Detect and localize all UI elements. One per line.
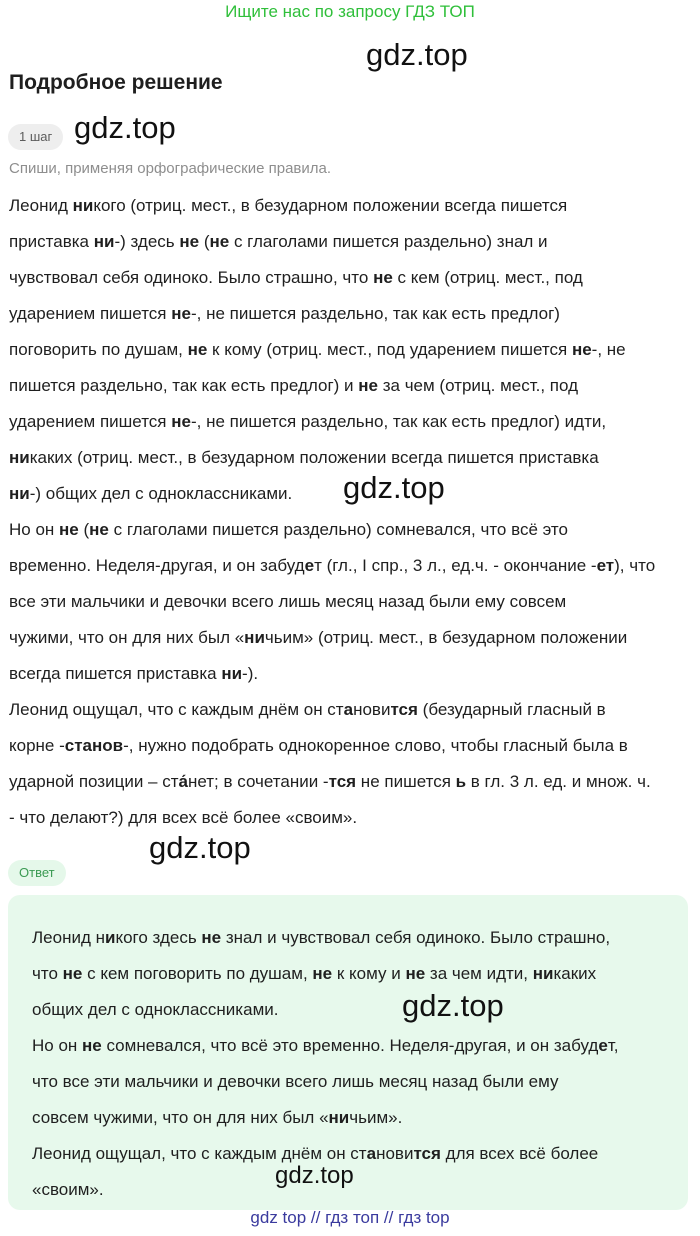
text-line [9,734,628,758]
text-segment: корне - [9,736,65,755]
text-segment: Леонид ощущал, что с каждым днём он ст [32,1144,367,1163]
text-segment: приставка [9,232,94,251]
text-segment: всегда пишется приставка [9,664,222,683]
text-segment: знал и чувствовал себя одиноко. Было страшно, [221,928,611,947]
watermark: gdz.top [149,830,251,865]
highlighted-spelling: не [571,340,592,359]
text-segment: все эти мальчики и девочки всего лишь месяц назад были ему совсем [9,592,567,611]
text-segment: - что делают?) для всех всё более «своим». [9,808,358,827]
text-segment: т, [607,1036,619,1055]
text-segment: ), что [614,556,656,575]
text-segment: -) общих дел с одноклассниками. [29,484,293,503]
text-segment: поговорить по душам, [9,340,188,359]
text-segment: что [32,964,63,983]
highlighted-spelling: ет [596,556,615,575]
text-line [9,626,627,650]
text-segment: каких (отриц. мест., в безударном положении всегда пишется приставка [29,448,599,467]
text-segment: к кому и [332,964,406,983]
text-line [9,266,583,290]
text-segment: с глаголами пишется раздельно) знал и [229,232,548,251]
solution-text [9,192,693,842]
watermark: gdz.top [343,470,445,505]
footer-links[interactable]: gdz top // гдз топ // гдз top [250,1208,450,1227]
highlighted-spelling: не [171,412,191,431]
highlighted-spelling: тся [390,700,418,719]
highlighted-spelling: а [366,1144,377,1163]
highlighted-spelling: не [82,1036,102,1055]
text-line [32,1034,618,1058]
highlighted-spelling: ни [93,232,115,251]
text-segment: нови [376,1144,414,1163]
text-segment: сомневался, что всё это временно. Неделя-другая, и он забуд [101,1036,599,1055]
highlighted-spelling: тся [328,772,357,791]
text-segment: «своим». [32,1180,104,1199]
text-segment: нови [353,700,391,719]
highlighted-spelling: не [201,928,222,947]
highlighted-spelling: ни [244,628,265,647]
text-line [32,998,278,1022]
text-segment: каких [553,964,597,983]
text-segment: -, не пишется раздельно, так как есть предлог) [190,304,560,323]
text-line [9,662,258,686]
watermark: gdz.top [402,988,504,1023]
text-segment: Леонид [9,196,73,215]
text-segment: совсем чужими, что он для них был « [32,1108,329,1127]
page-title: Подробное решение [9,71,223,94]
text-line [9,590,566,614]
highlighted-spelling: е [304,556,315,575]
text-segment: т (гл., I спр., 3 л., ед.ч. - окончание - [314,556,597,575]
highlighted-spelling: не [373,268,393,287]
text-segment: ( [78,520,90,539]
highlighted-spelling: не [179,232,200,251]
text-segment: чужими, что он для них был « [9,628,245,647]
text-segment: -) здесь [114,232,180,251]
highlighted-spelling: ь [455,772,467,791]
text-line [32,962,596,986]
highlighted-spelling: тся [413,1144,441,1163]
text-segment: кого (отриц. мест., в безударном положении всегда пишется [93,196,568,215]
text-line [9,446,599,470]
text-segment: в гл. 3 л. ед. и множ. ч. [466,772,651,791]
highlighted-spelling: а [343,700,354,719]
text-segment: Но он [32,1036,83,1055]
text-line [9,410,606,434]
text-segment: ударением пишется [9,304,172,323]
text-line [9,338,626,362]
text-line [9,698,606,722]
text-segment: -, нужно подобрать однокоренное слово, чтобы гласный была в [123,736,628,755]
text-segment: ударной позиции – ст [9,772,179,791]
highlighted-spelling: ни [221,664,243,683]
highlighted-spelling: не [187,340,208,359]
text-segment: для всех всё более [440,1144,599,1163]
text-segment: общих дел с одноклассниками. [32,1000,279,1019]
text-segment: (безударный гласный в [417,700,606,719]
text-segment: чьим» (отриц. мест., в безударном положении [264,628,628,647]
highlighted-spelling: а́ [178,772,188,791]
text-line [9,302,560,326]
text-segment: за чем (отриц. мест., под [378,376,578,395]
text-line [9,770,651,794]
answer-badge: Ответ [8,860,66,886]
highlighted-spelling: ни [9,448,30,467]
text-segment: за чем идти, [425,964,533,983]
highlighted-spelling: не [312,964,333,983]
text-segment: чувствовал себя одиноко. Было страшно, что [9,268,374,287]
text-line [9,518,568,542]
text-segment: Но он [9,520,60,539]
text-segment: чьим». [349,1108,403,1127]
text-segment: -). [242,664,259,683]
text-line [9,554,655,578]
highlighted-spelling: ни [532,964,554,983]
step-badge: 1 шаг [8,124,63,150]
text-line [9,230,548,254]
text-line [32,1178,104,1202]
text-line [9,806,357,830]
text-line [32,1070,559,1094]
task-instruction: Спиши, применяя орфографические правила. [9,160,332,177]
text-segment: пишется раздельно, так как есть предлог) и [9,376,359,395]
highlighted-spelling: ни [72,196,94,215]
text-line [9,482,292,506]
highlighted-spelling: ни [328,1108,350,1127]
text-segment: Леонид н [32,928,105,947]
text-segment: ударением пишется [9,412,172,431]
top-banner[interactable]: Ищите нас по запросу ГДЗ ТОП [225,2,475,21]
text-segment: с кем поговорить по душам, [82,964,313,983]
text-segment: что все эти мальчики и девочки всего лишь месяц назад были ему [32,1072,559,1091]
text-segment: -, не [591,340,626,359]
text-line [32,1106,402,1130]
text-segment: временно. Неделя-другая, и он забуд [9,556,305,575]
highlighted-spelling: не [171,304,191,323]
text-segment: не пишется [356,772,456,791]
watermark: gdz.top [275,1162,354,1189]
highlighted-spelling: не [62,964,83,983]
highlighted-spelling: не [358,376,378,395]
watermark: gdz.top [74,110,176,145]
highlighted-spelling: не [405,964,426,983]
highlighted-spelling: и [104,928,116,947]
text-segment: нет; в сочетании - [187,772,329,791]
text-segment: с кем (отриц. мест., под [392,268,583,287]
text-line [9,194,567,218]
highlighted-spelling: е [598,1036,608,1055]
watermark: gdz.top [366,37,468,72]
text-segment: к кому (отриц. мест., под ударением пишется [207,340,572,359]
text-line [32,926,610,950]
text-line [9,374,578,398]
text-segment: Леонид ощущал, что с каждым днём он ст [9,700,344,719]
text-segment: кого здесь [115,928,202,947]
text-segment: ( [199,232,210,251]
highlighted-spelling: не [59,520,79,539]
highlighted-spelling: не [89,520,109,539]
highlighted-spelling: станов [64,736,124,755]
highlighted-spelling: ни [9,484,30,503]
highlighted-spelling: не [209,232,230,251]
text-segment: с глаголами пишется раздельно) сомневался, что всё это [108,520,568,539]
text-segment: -, не пишется раздельно, так как есть предлог) идти, [190,412,607,431]
